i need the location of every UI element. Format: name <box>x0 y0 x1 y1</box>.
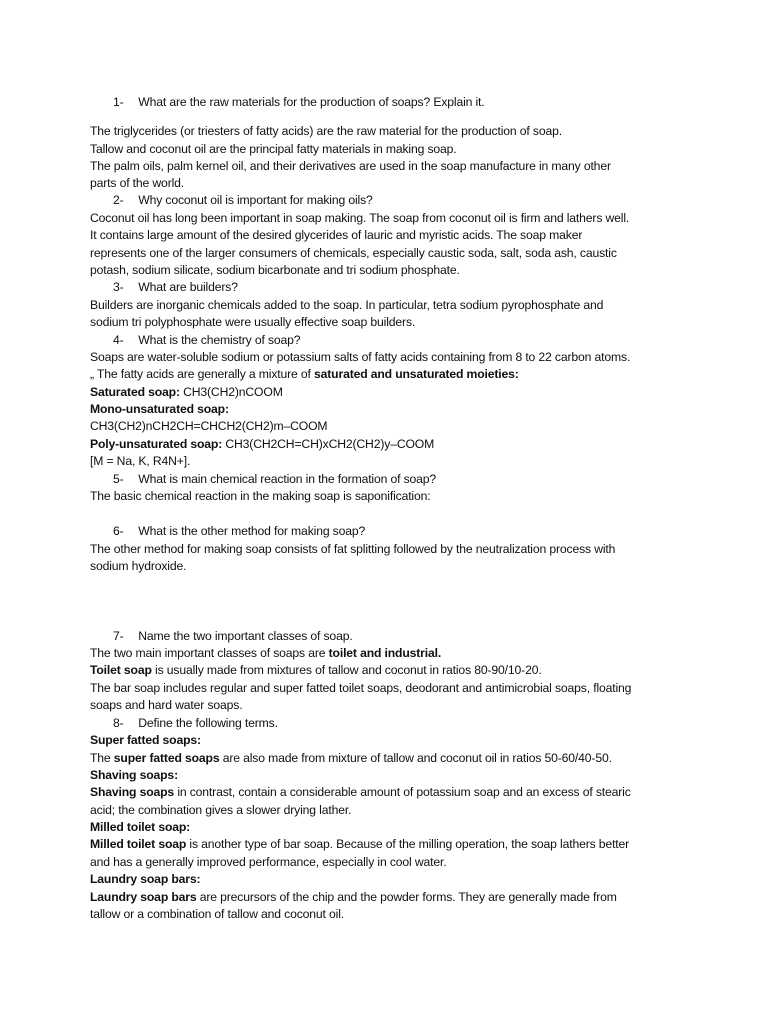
bold-term: super fatted soaps <box>113 751 220 765</box>
answer-line: It contains large amount of the desired glycerides of lauric and myristic acids. The soap maker <box>90 228 583 242</box>
term-heading: Shaving soaps: <box>90 768 178 782</box>
bold-term: saturated and unsaturated moieties: <box>314 367 519 381</box>
answer-line: Tallow and coconut oil are the principal fatty materials in making soap. <box>90 142 457 156</box>
answer-line: acid; the combination gives a slower drying lather. <box>90 803 352 817</box>
answer-line: The two main important classes of soaps are toilet and industrial. <box>90 646 442 660</box>
question-6: 6- What is the other method for making soap? <box>113 524 366 538</box>
bold-term: Laundry soap bars <box>90 890 197 904</box>
answer-line: Shaving soaps in contrast, contain a considerable amount of potassium soap and an excess of stearic <box>90 785 631 799</box>
question-5: 5- What is main chemical reaction in the formation of soap? <box>113 472 437 486</box>
answer-line: The other method for making soap consists of fat splitting followed by the neutralization process with <box>90 542 616 556</box>
question-4: 4- What is the chemistry of soap? <box>113 333 301 347</box>
answer-line: The super fatted soaps are also made from mixture of tallow and coconut oil in ratios 50-60/40-50. <box>90 751 612 765</box>
answer-line: Builders are inorganic chemicals added to the soap. In particular, tetra sodium pyrophosphate and <box>90 298 604 312</box>
question-2: 2- Why coconut oil is important for making oils? <box>113 193 373 207</box>
answer-line: Milled toilet soap is another type of bar soap. Because of the milling operation, the soap lathers better <box>90 837 630 851</box>
formula-line: [M = Na, K, R4N+]. <box>90 454 191 468</box>
formula-line: Saturated soap: CH3(CH2)nCOOM <box>90 385 283 399</box>
bold-term: Shaving soaps <box>90 785 175 799</box>
term-heading: Super fatted soaps: <box>90 733 201 747</box>
question-3: 3- What are builders? <box>113 280 238 294</box>
term-heading: Milled toilet soap: <box>90 820 191 834</box>
answer-line: parts of the world. <box>90 176 185 190</box>
answer-line: and has a generally improved performance, especially in cool water. <box>90 855 447 869</box>
bold-term: Milled toilet soap <box>90 837 187 851</box>
question-1: 1- What are the raw materials for the production of soaps? Explain it. <box>113 95 485 109</box>
answer-line: „ The fatty acids are generally a mixture of saturated and unsaturated moieties: <box>90 367 519 381</box>
answer-line: Soaps are water-soluble sodium or potassium salts of fatty acids containing from 8 to 22 carbon atoms. <box>90 350 631 364</box>
answer-line: represents one of the larger consumers of chemicals, especially caustic soda, salt, soda ash, caustic <box>90 246 617 260</box>
bold-term: toilet and industrial. <box>328 646 442 660</box>
term-heading: Laundry soap bars: <box>90 872 201 886</box>
answer-line: The triglycerides (or triesters of fatty acids) are the raw material for the production of soap. <box>90 124 562 138</box>
question-8: 8- Define the following terms. <box>113 716 278 730</box>
answer-line: potash, sodium silicate, sodium bicarbonate and tri sodium phosphate. <box>90 263 460 277</box>
answer-line: Laundry soap bars are precursors of the chip and the powder forms. They are generally made from <box>90 890 617 904</box>
formula-line: CH3(CH2)nCH2CH=CHCH2(CH2)m–COOM <box>90 419 328 433</box>
answer-line: soaps and hard water soaps. <box>90 698 243 712</box>
formula-line: Poly-unsaturated soap: CH3(CH2CH=CH)xCH2(CH2)y–COOM <box>90 437 435 451</box>
answer-line: sodium hydroxide. <box>90 559 187 573</box>
answer-line: tallow or a combination of tallow and coconut oil. <box>90 907 345 921</box>
answer-line: The bar soap includes regular and super fatted toilet soaps, deodorant and antimicrobial soaps, floating <box>90 681 632 695</box>
answer-line: sodium tri polyphosphate were usually effective soap builders. <box>90 315 416 329</box>
answer-line: The palm oils, palm kernel oil, and their derivatives are used in the soap manufacture in many other <box>90 159 611 173</box>
question-7: 7- Name the two important classes of soap. <box>113 629 353 643</box>
formula-heading: Mono-unsaturated soap: <box>90 402 229 416</box>
answer-line: Coconut oil has long been important in soap making. The soap from coconut oil is firm and lathers well. <box>90 211 630 225</box>
answer-line: The basic chemical reaction in the making soap is saponification: <box>90 489 431 503</box>
answer-line: Toilet soap is usually made from mixtures of tallow and coconut in ratios 80-90/10-20. <box>90 663 542 677</box>
